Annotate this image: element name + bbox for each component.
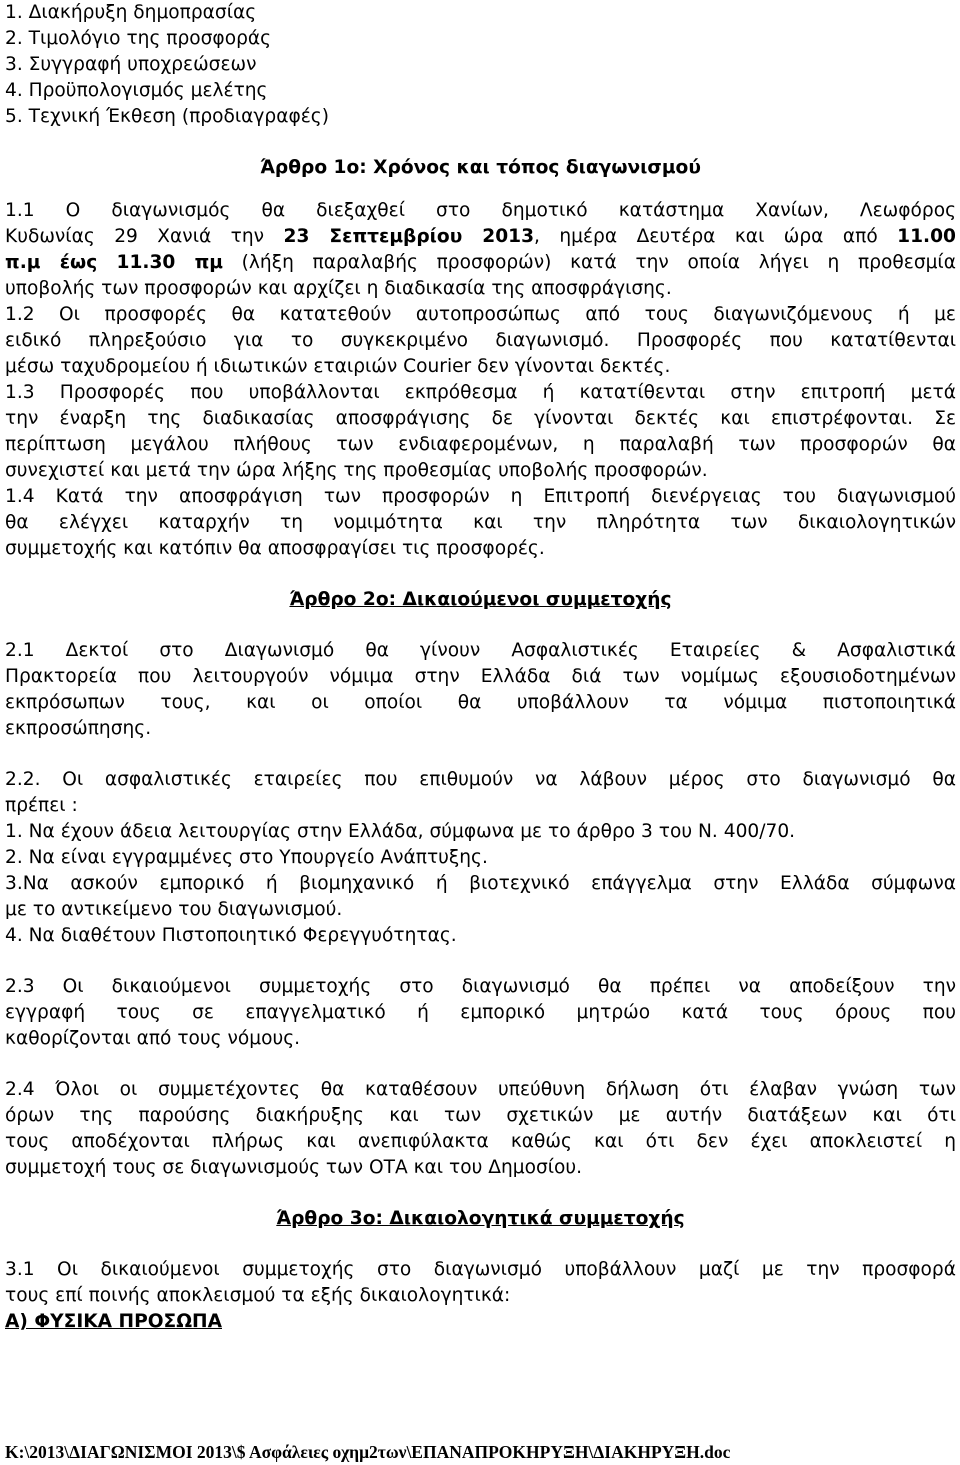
spacer: [5, 742, 956, 767]
article-2-line: πρέπει :: [5, 795, 78, 816]
text-run: , ημέρα Δευτέρα και ώρα από: [534, 226, 898, 247]
article-1-body: [5, 198, 956, 562]
article-1-line: υποβολής των προσφορών και αρχίζει η διαδικασία της αποσφράγισης.: [5, 278, 672, 299]
article-2-line: εκπροσώπησης.: [5, 718, 152, 739]
article-1-line: μέσω ταχυδρομείου ή ιδιωτικών εταιριών Courier δεν γίνονται δεκτές.: [5, 356, 671, 377]
article-1-line: 1.1 Ο διαγωνισμός θα διεξαχθεί στο δημοτικό κατάστημα Χανίων, Λεωφόρος: [5, 200, 956, 221]
article-2-line: 2.1 Δεκτοί στο Διαγωνισμό θα γίνουν Ασφαλιστικές Εταιρείες & Ασφαλιστικά: [5, 640, 956, 661]
document-footer: [5, 1441, 956, 1463]
article-2-line: 1. Να έχουν άδεια λειτουργίας στην Ελλάδα, σύμφωνα με το άρθρο 3 του Ν. 400/70.: [5, 821, 796, 842]
toc-item: 4. Προϋπολογισμός μελέτης: [5, 80, 268, 101]
article-2-line: εγγραφή τους σε επαγγελματικό ή εμπορικό μητρώο κατά τους όρους που: [5, 1002, 956, 1023]
spacer: [5, 181, 956, 198]
toc-item: 2. Τιμολόγιο της προσφοράς: [5, 28, 272, 49]
article-2-line: όρων της παρούσης διακήρυξης και των σχετικών με αυτήν διατάξεων και ότι: [5, 1105, 956, 1126]
spacer: [5, 949, 956, 974]
article-1-line: [5, 250, 956, 276]
article-2-line: 2.2. Οι ασφαλιστικές εταιρείες που επιθυμούν να λάβουν μέρος στο διαγωνισμό θα: [5, 769, 956, 790]
article-1-line: ειδικό πληρεξούσιο για το συγκεκριμένο διαγωνισμό. Προσφορές που κατατίθενται: [5, 330, 956, 351]
toc-item: 3. Συγγραφή υποχρεώσεων: [5, 54, 257, 75]
article-1-line: 1.3 Προσφορές που υποβάλλονται εκπρόθεσμα ή κατατίθενται στην επιτροπή μετά: [5, 382, 956, 403]
article-2-line: συμμετοχή τους σε διαγωνισμούς των ΟΤΑ και του Δημοσίου.: [5, 1157, 583, 1178]
article-2-line: με το αντικείμενο του διαγωνισμού.: [5, 899, 343, 920]
article-3-subheading: Α) ΦΥΣΙΚΑ ΠΡΟΣΩΠΑ: [5, 1311, 222, 1332]
auction-time-start: 11.00: [897, 226, 956, 247]
document-page: [5, 0, 956, 1335]
spacer: [5, 1232, 956, 1257]
auction-time-end: π.μ έως 11.30 πμ: [5, 252, 223, 273]
article-1-line: 1.2 Οι προσφορές θα κατατεθούν αυτοπροσώπως από τους διαγωνιζόμενους ή με: [5, 304, 956, 325]
footer-path: K:\2013\ΔΙΑΓΩΝΙΣΜΟΙ 2013\$ Ασφάλειες οχημ: [5, 1442, 370, 1462]
article-1-line: συμμετοχής και κατόπιν θα αποσφραγίσει τις προσφορές.: [5, 538, 545, 559]
footer-path: των\ΕΠΑΝΑΠΡΟΚΗΡΥΞΗ\ΔΙΑΚΗΡΥΞΗ.doc: [377, 1442, 731, 1462]
article-1-line: την έναρξη της διαδικασίας αποσφράγισης δε γίνονται δεκτές και επιστρέφονται. Σε: [5, 408, 956, 429]
article-2-line: τους αποδέχονται πλήρως και ανεπιφύλακτα καθώς και ότι δεν έχει αποκλειστεί η: [5, 1131, 956, 1152]
article-3-paragraph-1: [5, 1257, 956, 1309]
article-1-line: θα ελέγχει καταρχήν τη νομιμότητα και την πληρότητα των δικαιολογητικών: [5, 512, 956, 533]
spacer: [5, 130, 956, 155]
article-2-paragraph-3: [5, 974, 956, 1052]
article-2-line: 2.3 Οι δικαιούμενοι συμμετοχής στο διαγωνισμό θα πρέπει να αποδείξουν την: [5, 976, 956, 997]
toc-item: 5. Τεχνική Έκθεση (προδιαγραφές): [5, 106, 329, 127]
article-2-line: εκπρόσωπων τους, και οι οποίοι θα υποβάλλουν τα νόμιμα πιστοποιητικά: [5, 692, 956, 713]
article-2-paragraph-2: [5, 767, 956, 949]
article-1-heading: Άρθρο 1ο: Χρόνος και τόπος διαγωνισμού: [260, 157, 701, 178]
article-1-line: [5, 224, 956, 250]
article-2-line: 4. Να διαθέτουν Πιστοποιητικό Φερεγγυότητας.: [5, 925, 457, 946]
text-run: Κυδωνίας 29 Χανιά την: [5, 226, 284, 247]
spacer: [5, 562, 956, 587]
article-3-line: 3.1 Οι δικαιούμενοι συμμετοχής στο διαγωνισμό υποβάλλουν μαζί με την προσφορά: [5, 1259, 956, 1280]
spacer: [5, 613, 956, 638]
article-1-line: περίπτωση μεγάλου πλήθους των ενδιαφερομένων, η παραλαβή των προσφορών θα: [5, 434, 956, 455]
article-2-paragraph-4: [5, 1077, 956, 1181]
toc-item: 1. Διακήρυξη δημοπρασίας: [5, 2, 257, 23]
spacer: [5, 1052, 956, 1077]
article-3-heading: Άρθρο 3ο: Δικαιολογητικά συμμετοχής: [276, 1208, 685, 1229]
article-2-heading: Άρθρο 2ο: Δικαιούμενοι συμμετοχής: [289, 589, 672, 610]
page-number: 2: [369, 1442, 378, 1462]
text-run: (λήξη παραλαβής προσφορών) κατά την οποία λήγει η προθεσμία: [222, 252, 956, 273]
article-2-line: Πρακτορεία που λειτουργούν νόμιμα στην Ελλάδα διά των νομίμως εξουσιοδοτημένων: [5, 666, 956, 687]
article-3-line: τους επί ποινής αποκλεισμού τα εξής δικαιολογητικά:: [5, 1285, 511, 1306]
article-2-line: 3.Να ασκούν εμπορικό ή βιομηχανικό ή βιοτεχνικό επάγγελμα στην Ελλάδα σύμφωνα: [5, 873, 956, 894]
spacer: [5, 1181, 956, 1206]
article-1-line: 1.4 Κατά την αποσφράγιση των προσφορών η Επιτροπή διενέργειας του διαγωνισμού: [5, 486, 956, 507]
auction-date: 23 Σεπτεμβρίου 2013: [283, 226, 535, 247]
article-1-line: συνεχιστεί και μετά την ώρα λήξης της προθεσμίας υποβολής προσφορών.: [5, 460, 708, 481]
article-2-line: 2.4 Όλοι οι συμμετέχοντες θα καταθέσουν υπεύθυνη δήλωση ότι έλαβαν γνώση των: [5, 1079, 956, 1100]
article-2-line: καθορίζονται από τους νόμους.: [5, 1028, 301, 1049]
article-2-line: 2. Να είναι εγγραμμένες στο Υπουργείο Ανάπτυξης.: [5, 847, 488, 868]
article-2-paragraph-1: [5, 638, 956, 742]
toc-list: [5, 0, 956, 130]
